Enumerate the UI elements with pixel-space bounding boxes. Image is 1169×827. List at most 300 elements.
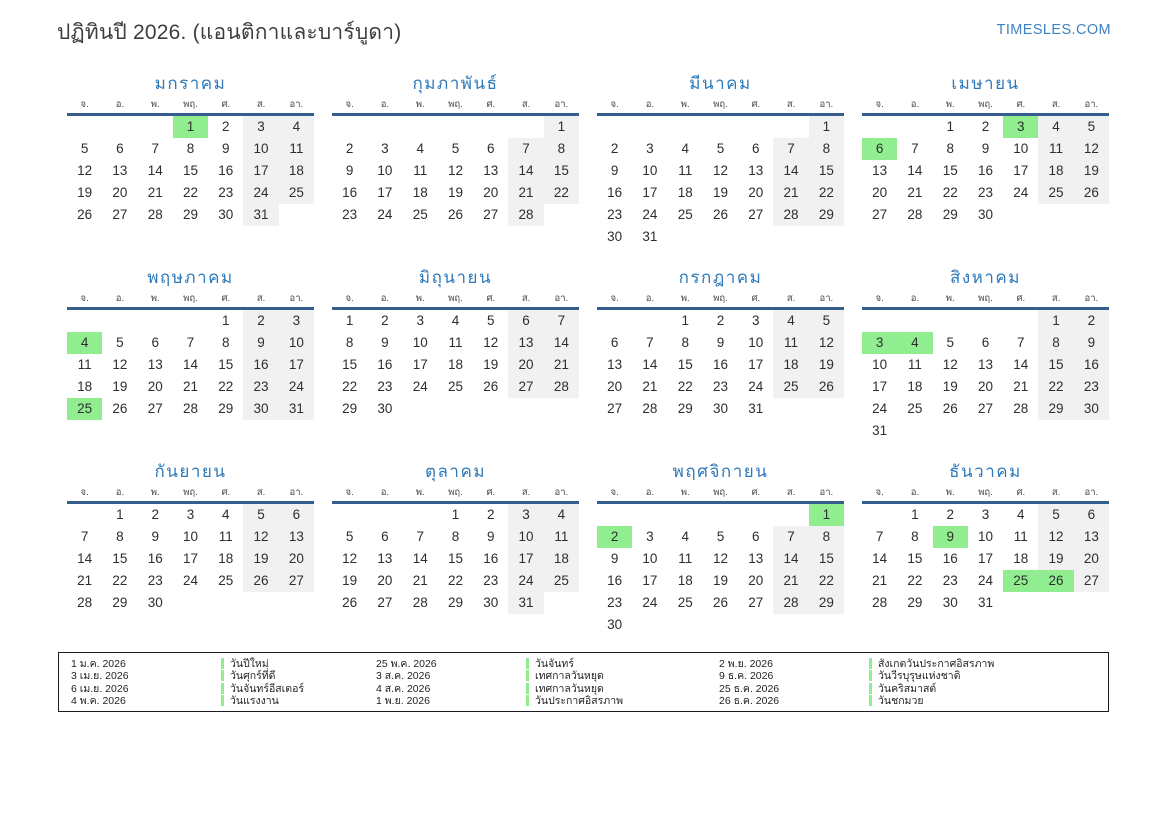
day-cell: 27 xyxy=(377,595,393,610)
weekday-header: อ. xyxy=(645,293,655,304)
day-cell: 24 xyxy=(1013,185,1029,200)
weekday-header: จ. xyxy=(80,487,89,498)
day-cell: 25 xyxy=(677,207,693,222)
day-cell: 31 xyxy=(279,398,314,420)
day-cell: 7 xyxy=(875,529,884,544)
day-cell: 24 xyxy=(977,573,993,588)
legend-holiday-label: วันวีรบุรุษแห่งชาติ xyxy=(878,670,961,683)
legend-holiday-label: เทศกาลวันหยุด xyxy=(535,682,604,695)
legend-holiday-label: วันแรงงาน xyxy=(230,695,279,708)
day-cell: 19 xyxy=(809,354,844,376)
weekday-header: อ. xyxy=(910,487,920,498)
day-cell: 7 xyxy=(186,335,195,350)
day-cell: 18 xyxy=(77,379,93,394)
weekday-header: ส. xyxy=(1051,487,1061,498)
day-cell: 5 xyxy=(243,504,278,526)
weekday-header: จ. xyxy=(80,99,89,110)
weekday-header: อา. xyxy=(819,99,834,110)
day-cell: 23 xyxy=(977,185,993,200)
weekday-header: อ. xyxy=(380,99,390,110)
weekday-header: อา. xyxy=(554,487,569,498)
holiday-day-cell: 4 xyxy=(897,332,932,354)
weekday-header: พ. xyxy=(415,99,425,110)
month-title: เมษายน xyxy=(951,74,1020,93)
day-cell: 11 xyxy=(1013,529,1028,544)
weekday-header: พฤ. xyxy=(713,293,728,304)
day-cell: 23 xyxy=(607,595,623,610)
weekday-header: อ. xyxy=(380,487,390,498)
month-calendar xyxy=(332,266,579,443)
empty-cell xyxy=(738,116,773,138)
day-cell: 1 xyxy=(222,313,230,328)
empty-cell xyxy=(508,116,543,138)
weekday-header: พ. xyxy=(680,487,690,498)
day-cell: 25 xyxy=(544,570,579,592)
weekday-header-row xyxy=(862,292,1109,310)
empty-cell xyxy=(668,116,703,138)
day-cell: 5 xyxy=(946,335,954,350)
month-title: กันยายน xyxy=(154,462,227,481)
day-cell: 28 xyxy=(182,401,198,416)
holiday-color-bar-icon xyxy=(221,695,224,706)
day-cell: 4 xyxy=(1038,116,1073,138)
weekday-header-row xyxy=(67,98,314,116)
weekday-header-row xyxy=(67,292,314,310)
day-cell: 29 xyxy=(809,204,844,226)
empty-cell xyxy=(738,226,773,248)
holiday-day-cell: 4 xyxy=(67,332,102,354)
day-cell: 18 xyxy=(218,551,234,566)
day-cell: 8 xyxy=(345,335,354,350)
day-cell: 11 xyxy=(413,163,428,178)
day-cell: 28 xyxy=(773,592,808,614)
day-cell: 27 xyxy=(483,207,499,222)
empty-cell xyxy=(1074,204,1109,226)
empty-cell xyxy=(773,398,808,420)
day-cell: 27 xyxy=(1074,570,1109,592)
day-cell: 14 xyxy=(907,163,923,178)
day-cell: 6 xyxy=(116,141,124,156)
day-cell: 14 xyxy=(1013,357,1029,372)
day-cell: 15 xyxy=(907,551,923,566)
legend-holiday-label: เทศกาลวันหยุด xyxy=(535,670,604,683)
month-calendar xyxy=(597,72,844,249)
day-cell: 30 xyxy=(147,595,163,610)
day-cell: 15 xyxy=(112,551,128,566)
day-cell: 21 xyxy=(544,354,579,376)
empty-cell xyxy=(473,116,508,138)
day-cell: 1 xyxy=(946,119,954,134)
day-cell: 6 xyxy=(752,529,760,544)
day-cell: 3 xyxy=(381,141,389,156)
empty-cell xyxy=(703,614,738,636)
day-cell: 29 xyxy=(218,401,234,416)
day-cell: 29 xyxy=(447,595,463,610)
day-cell: 7 xyxy=(80,529,89,544)
weekday-header: อา. xyxy=(289,99,304,110)
page-title: ปฏิทินปี 2026. (แอนติกาและบาร์บูดา) xyxy=(57,21,402,44)
day-cell: 11 xyxy=(448,335,463,350)
weekday-header: พฤ. xyxy=(978,487,993,498)
day-cell: 10 xyxy=(642,163,658,178)
legend-column xyxy=(719,657,1108,707)
day-cell: 21 xyxy=(1013,379,1029,394)
day-cell: 17 xyxy=(279,354,314,376)
empty-cell xyxy=(102,310,137,332)
empty-cell xyxy=(668,504,703,526)
day-cell: 6 xyxy=(610,335,619,350)
empty-cell xyxy=(773,614,808,636)
day-cell: 23 xyxy=(243,376,278,398)
day-cell: 24 xyxy=(377,207,393,222)
day-cell: 8 xyxy=(186,141,195,156)
day-cell: 15 xyxy=(447,551,463,566)
day-cell: 24 xyxy=(243,182,278,204)
day-cell: 29 xyxy=(112,595,128,610)
legend-holiday-name xyxy=(869,692,924,709)
day-cell: 16 xyxy=(342,185,358,200)
empty-cell xyxy=(1074,420,1109,442)
day-cell: 10 xyxy=(412,335,428,350)
month-title: ตุลาคม xyxy=(424,462,487,481)
day-cell: 30 xyxy=(218,207,234,222)
day-cell: 29 xyxy=(907,595,923,610)
weekday-header: ศ. xyxy=(486,99,496,110)
weekday-header: อา. xyxy=(819,487,834,498)
day-cell: 18 xyxy=(907,379,923,394)
empty-cell xyxy=(1074,592,1109,614)
day-cell: 15 xyxy=(342,357,358,372)
day-cell: 11 xyxy=(678,551,693,566)
holiday-day-cell: 26 xyxy=(1038,570,1073,592)
day-cell: 2 xyxy=(381,313,389,328)
legend-entry xyxy=(71,695,376,708)
day-cell: 8 xyxy=(116,529,124,544)
day-cell: 23 xyxy=(147,573,163,588)
day-cell: 13 xyxy=(147,357,163,372)
day-cell: 6 xyxy=(279,504,314,526)
day-cell: 25 xyxy=(773,376,808,398)
day-cell: 11 xyxy=(544,526,579,548)
day-cell: 10 xyxy=(1013,141,1029,156)
day-cell: 19 xyxy=(712,185,728,200)
day-cell: 28 xyxy=(77,595,93,610)
day-cell: 17 xyxy=(1013,163,1029,178)
day-cell: 8 xyxy=(451,529,460,544)
day-cell: 27 xyxy=(607,401,623,416)
empty-cell xyxy=(67,504,102,526)
empty-cell xyxy=(738,504,773,526)
day-cell: 18 xyxy=(677,185,693,200)
empty-cell xyxy=(668,226,703,248)
day-cell: 12 xyxy=(342,551,358,566)
day-cell: 3 xyxy=(416,313,424,328)
day-cell: 14 xyxy=(77,551,93,566)
month-title: ธันวาคม xyxy=(949,462,1022,481)
day-cell: 1 xyxy=(345,313,354,328)
day-cell: 3 xyxy=(243,116,278,138)
legend-entry xyxy=(376,695,719,708)
day-cell: 3 xyxy=(646,529,654,544)
holiday-day-cell: 3 xyxy=(1003,116,1038,138)
weekday-header-row xyxy=(332,98,579,116)
day-cell: 18 xyxy=(279,160,314,182)
day-cell: 8 xyxy=(222,335,230,350)
legend-holiday-name xyxy=(526,692,623,709)
day-cell: 16 xyxy=(607,573,623,588)
day-cell: 3 xyxy=(279,310,314,332)
day-cell: 4 xyxy=(544,504,579,526)
day-cell: 26 xyxy=(447,207,463,222)
day-cell: 1 xyxy=(911,507,919,522)
day-cell: 11 xyxy=(1038,138,1073,160)
legend-date: 3 เม.ย. 2026 xyxy=(71,670,129,683)
weekday-header: อ. xyxy=(115,293,125,304)
day-cell: 24 xyxy=(748,379,764,394)
weekday-header: จ. xyxy=(610,293,619,304)
day-cell: 10 xyxy=(872,357,888,372)
day-cell: 13 xyxy=(1074,526,1109,548)
month-calendar xyxy=(332,72,579,249)
day-cell: 26 xyxy=(809,376,844,398)
day-cell: 8 xyxy=(911,529,919,544)
day-cell: 10 xyxy=(182,529,198,544)
legend-holiday-label: วันชกมวย xyxy=(878,695,924,708)
day-cell: 21 xyxy=(77,573,93,588)
day-cell: 21 xyxy=(182,379,198,394)
empty-cell xyxy=(897,310,932,332)
day-cell: 21 xyxy=(773,182,808,204)
day-cell: 18 xyxy=(544,548,579,570)
empty-cell xyxy=(1003,592,1038,614)
empty-cell xyxy=(438,116,473,138)
day-cell: 27 xyxy=(279,570,314,592)
day-cell: 16 xyxy=(218,163,234,178)
day-cell: 9 xyxy=(381,335,389,350)
day-cell: 7 xyxy=(773,526,808,548)
weekday-header: อา. xyxy=(1084,487,1099,498)
empty-cell xyxy=(862,310,897,332)
day-cell: 17 xyxy=(508,548,543,570)
day-cell: 19 xyxy=(712,573,728,588)
weekday-header: ศ. xyxy=(221,487,231,498)
empty-cell xyxy=(243,592,278,614)
day-cell: 15 xyxy=(809,548,844,570)
day-cell: 9 xyxy=(1074,332,1109,354)
day-cell: 27 xyxy=(112,207,128,222)
day-cell: 11 xyxy=(773,332,808,354)
day-cell: 28 xyxy=(412,595,428,610)
weekday-header: ส. xyxy=(786,487,796,498)
day-cell: 2 xyxy=(946,507,954,522)
weekday-header: ส. xyxy=(1051,293,1061,304)
weekday-header: พฤ. xyxy=(448,293,463,304)
day-cell: 19 xyxy=(483,357,499,372)
day-cell: 2 xyxy=(610,141,619,156)
site-link[interactable]: TIMESLES.COM xyxy=(996,22,1111,38)
day-cell: 28 xyxy=(872,595,888,610)
day-cell: 5 xyxy=(116,335,124,350)
legend-date: 4 ส.ค. 2026 xyxy=(376,682,431,695)
day-cell: 9 xyxy=(222,141,230,156)
day-cell: 15 xyxy=(809,160,844,182)
weekday-header: พฤ. xyxy=(713,487,728,498)
day-cell: 25 xyxy=(447,379,463,394)
day-cell: 25 xyxy=(412,207,428,222)
day-cell: 27 xyxy=(748,595,764,610)
day-cell: 26 xyxy=(77,207,93,222)
day-cell: 26 xyxy=(483,379,499,394)
day-cell: 9 xyxy=(981,141,990,156)
day-cell: 29 xyxy=(809,592,844,614)
day-cell: 30 xyxy=(377,401,393,416)
day-cell: 13 xyxy=(508,332,543,354)
day-cell: 14 xyxy=(412,551,428,566)
day-cell: 25 xyxy=(1038,182,1073,204)
day-cell: 26 xyxy=(243,570,278,592)
day-cell: 16 xyxy=(977,163,993,178)
legend-date: 4 พ.ค. 2026 xyxy=(71,695,126,708)
day-cell: 13 xyxy=(872,163,888,178)
day-cell: 11 xyxy=(279,138,314,160)
day-cell: 3 xyxy=(646,141,654,156)
day-cell: 30 xyxy=(483,595,499,610)
empty-cell xyxy=(1003,310,1038,332)
day-cell: 18 xyxy=(1013,551,1029,566)
day-cell: 3 xyxy=(508,504,543,526)
day-cell: 12 xyxy=(483,335,499,350)
weekday-header: อา. xyxy=(289,487,304,498)
day-cell: 9 xyxy=(716,335,725,350)
day-grid xyxy=(597,504,844,636)
weekday-header: ส. xyxy=(521,99,531,110)
day-cell: 7 xyxy=(773,138,808,160)
day-cell: 18 xyxy=(412,185,428,200)
day-cell: 9 xyxy=(610,163,619,178)
day-cell: 5 xyxy=(1074,116,1109,138)
empty-cell xyxy=(67,116,102,138)
day-cell: 26 xyxy=(1074,182,1109,204)
day-cell: 31 xyxy=(642,229,658,244)
weekday-header: ศ. xyxy=(751,99,761,110)
empty-cell xyxy=(597,310,632,332)
day-cell: 30 xyxy=(942,595,958,610)
day-cell: 26 xyxy=(112,401,128,416)
day-cell: 23 xyxy=(607,207,623,222)
weekday-header: อา. xyxy=(554,99,569,110)
weekday-header: อา. xyxy=(1084,293,1099,304)
day-cell: 17 xyxy=(977,551,993,566)
day-cell: 16 xyxy=(1074,354,1109,376)
weekday-header-row xyxy=(67,486,314,504)
day-cell: 21 xyxy=(147,185,163,200)
weekday-header: อ. xyxy=(910,293,920,304)
weekday-header: ศ. xyxy=(486,293,496,304)
empty-cell xyxy=(138,116,173,138)
day-cell: 26 xyxy=(712,207,728,222)
weekday-header-row xyxy=(597,486,844,504)
day-cell: 28 xyxy=(147,207,163,222)
empty-cell xyxy=(632,504,667,526)
day-cell: 28 xyxy=(508,204,543,226)
legend-entry xyxy=(719,695,1108,708)
day-cell: 6 xyxy=(1074,504,1109,526)
day-cell: 14 xyxy=(544,332,579,354)
day-cell: 24 xyxy=(872,401,888,416)
day-cell: 5 xyxy=(716,529,725,544)
day-cell: 21 xyxy=(773,570,808,592)
weekday-header: จ. xyxy=(875,487,884,498)
day-cell: 27 xyxy=(508,376,543,398)
day-cell: 25 xyxy=(279,182,314,204)
day-cell: 16 xyxy=(712,357,728,372)
day-cell: 12 xyxy=(809,332,844,354)
day-cell: 22 xyxy=(809,182,844,204)
months-grid xyxy=(67,72,1109,637)
day-grid xyxy=(597,116,844,248)
legend-holiday-label: วันประกาศอิสรภาพ xyxy=(535,695,624,708)
empty-cell xyxy=(1003,420,1038,442)
month-calendar xyxy=(597,266,844,443)
day-cell: 16 xyxy=(243,354,278,376)
day-cell: 12 xyxy=(1038,526,1073,548)
day-cell: 25 xyxy=(677,595,693,610)
day-cell: 7 xyxy=(416,529,424,544)
weekday-header: พฤ. xyxy=(183,487,198,498)
day-cell: 19 xyxy=(447,185,463,200)
month-title: พฤษภาคม xyxy=(147,268,234,287)
day-cell: 28 xyxy=(544,376,579,398)
day-cell: 20 xyxy=(147,379,163,394)
day-cell: 6 xyxy=(981,335,990,350)
day-cell: 4 xyxy=(1017,507,1025,522)
day-cell: 23 xyxy=(377,379,393,394)
weekday-header: พฤ. xyxy=(448,99,463,110)
weekday-header-row xyxy=(862,486,1109,504)
empty-cell xyxy=(862,504,897,526)
day-cell: 2 xyxy=(222,119,230,134)
day-cell: 19 xyxy=(942,379,958,394)
day-cell: 11 xyxy=(77,357,92,372)
weekday-header: ศ. xyxy=(221,293,231,304)
weekday-header: ส. xyxy=(521,293,531,304)
day-cell: 17 xyxy=(412,357,428,372)
day-cell: 28 xyxy=(907,207,923,222)
day-grid xyxy=(597,310,844,420)
day-cell: 11 xyxy=(907,357,922,372)
day-cell: 17 xyxy=(642,573,658,588)
day-cell: 7 xyxy=(151,141,159,156)
weekday-header: ส. xyxy=(786,293,796,304)
day-cell: 1 xyxy=(681,313,689,328)
weekday-header: ส. xyxy=(521,487,531,498)
legend-holiday-label: วันจันทร์ xyxy=(535,657,574,670)
day-cell: 16 xyxy=(942,551,958,566)
empty-cell xyxy=(773,504,808,526)
day-cell: 10 xyxy=(748,335,764,350)
month-calendar xyxy=(67,460,314,637)
legend-date: 25 พ.ค. 2026 xyxy=(376,657,437,670)
weekday-header: อ. xyxy=(115,487,125,498)
day-cell: 12 xyxy=(1074,138,1109,160)
day-cell: 8 xyxy=(809,526,844,548)
empty-cell xyxy=(897,420,932,442)
legend-date: 1 พ.ย. 2026 xyxy=(376,695,430,708)
day-cell: 18 xyxy=(677,573,693,588)
weekday-header-row xyxy=(597,98,844,116)
day-cell: 31 xyxy=(977,595,993,610)
day-cell: 14 xyxy=(508,160,543,182)
